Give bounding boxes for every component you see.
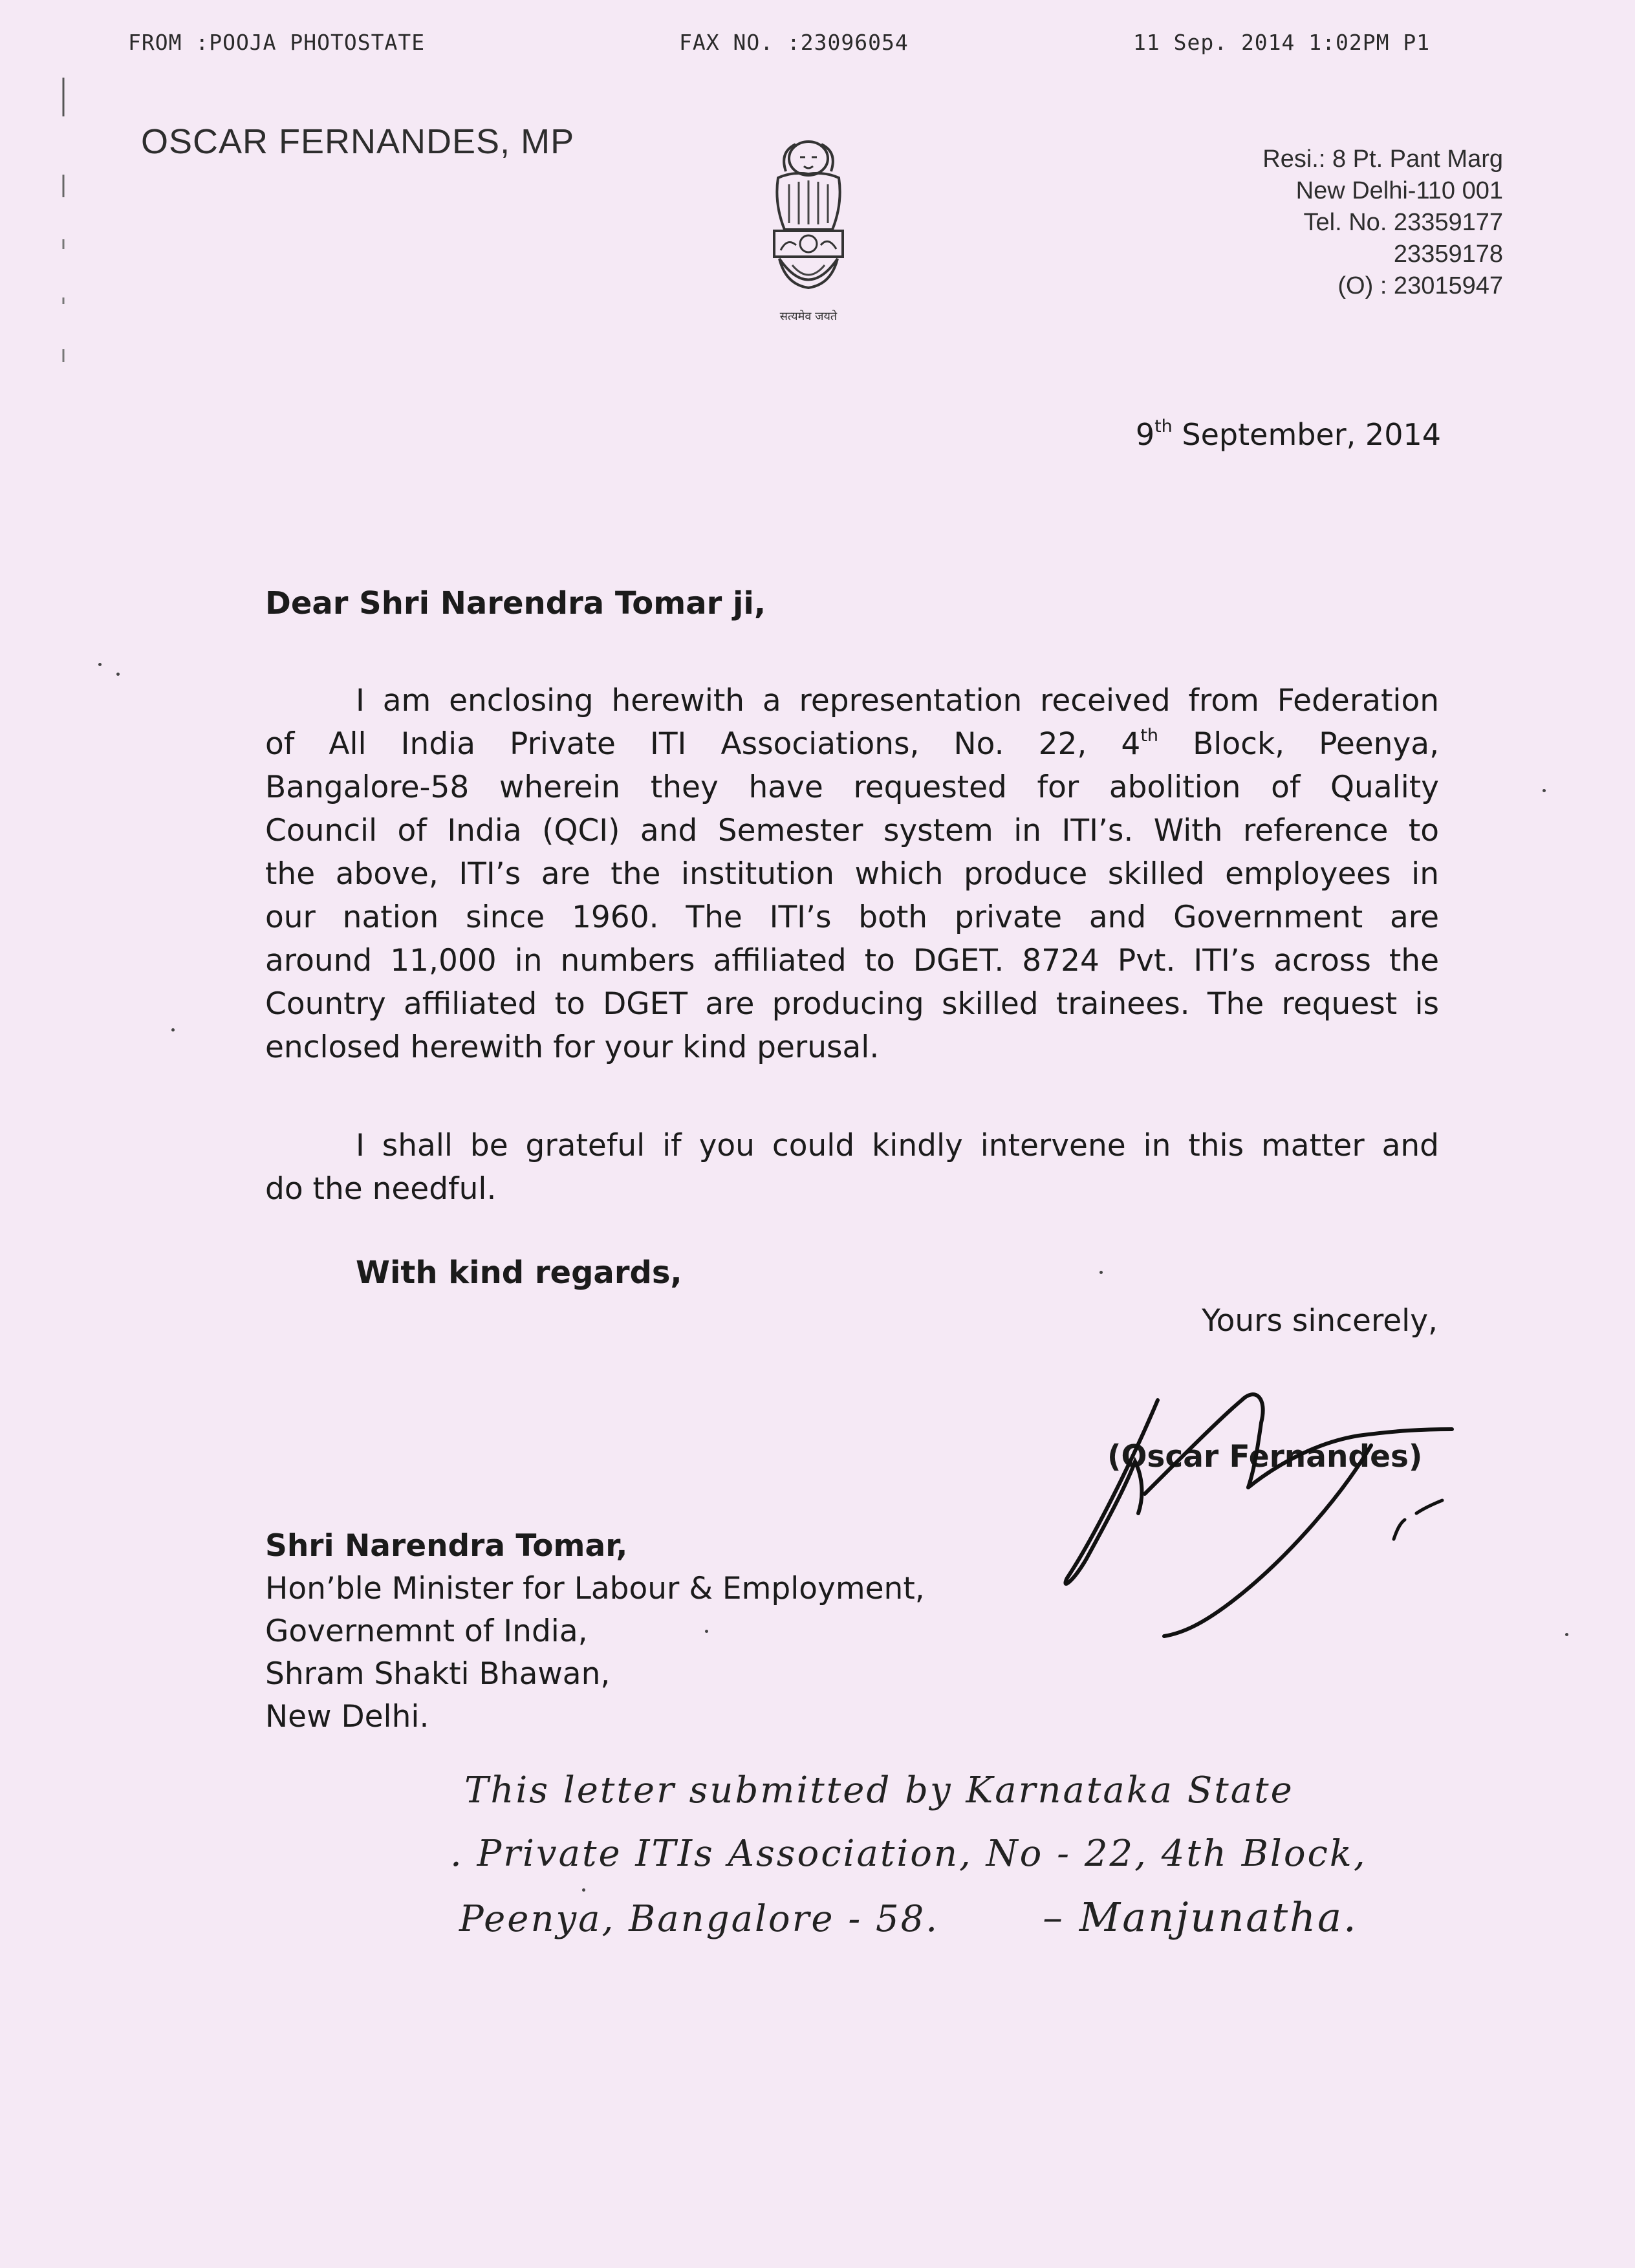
closing-regards: With kind regards, <box>356 1255 682 1291</box>
scan-speck <box>98 663 102 666</box>
handnote-line: This letter submitted by Karnataka State <box>464 1769 1294 1811</box>
recipient-line: Governemnt of India, <box>265 1614 588 1649</box>
scan-speck <box>1099 1271 1103 1274</box>
sender-name: OSCAR FERNANDES, MP <box>141 122 575 161</box>
closing-yours: Yours sincerely, <box>1202 1303 1438 1339</box>
address-line: 23359178 <box>1393 241 1503 268</box>
signatory-name: (Oscar Fernandes) <box>1107 1439 1423 1474</box>
paragraph-line: the above, ITI’s are the institution which produce skilled employees in <box>265 856 1439 892</box>
date-rest: September, 2014 <box>1172 417 1441 452</box>
handwritten-note <box>450 1759 1367 1951</box>
recipient-name: Shri Narendra Tomar, <box>265 1528 628 1564</box>
handnote-line: . Private ITIs Association, No - 22, 4th Block, <box>450 1833 1367 1875</box>
address-line: (O) : 23015947 <box>1337 272 1503 299</box>
paragraph-line: I am enclosing herewith a representation received from Federation <box>356 683 1439 718</box>
paragraph-line: Country affiliated to DGET are producing skilled trainees. The request is <box>265 986 1439 1022</box>
address-line: Tel. No. 23359177 <box>1303 209 1503 236</box>
fax-number: FAX NO. :23096054 <box>679 30 909 55</box>
scan-speck <box>1543 789 1546 792</box>
recipient-line: New Delhi. <box>265 1699 429 1734</box>
paragraph-line: of All India Private ITI Associations, No. 22, 4th Block, Peenya, <box>265 726 1440 762</box>
date-day: 9 <box>1135 417 1155 452</box>
paragraph-line: I shall be grateful if you could kindly intervene in this matter and <box>356 1128 1439 1163</box>
body-paragraph-2 <box>265 1124 1439 1211</box>
scan-speck <box>705 1630 708 1633</box>
recipient-line: Hon’ble Minister for Labour & Employment, <box>265 1571 925 1606</box>
national-emblem-icon <box>760 133 857 330</box>
address-line: New Delhi-110 001 <box>1295 177 1503 204</box>
paragraph-line: do the needful. <box>265 1171 497 1207</box>
handwritten-signature <box>1035 1384 1513 1688</box>
scan-speck <box>116 673 120 676</box>
paragraph-line: Bangalore-58 wherein they have requested for abolition of Quality <box>265 770 1439 805</box>
recipient-address <box>265 1525 925 1738</box>
scan-speck <box>1565 1633 1568 1636</box>
letter-date <box>1136 416 1441 452</box>
paragraph-line: our nation since 1960. The ITI’s both private and Government are <box>265 900 1439 935</box>
handnote-line: Peenya, Bangalore - 58. – Manjunatha. <box>459 1894 1358 1941</box>
salutation: Dear Shri Narendra Tomar ji, <box>265 585 766 621</box>
emblem-motto: सत्यमेव जयते <box>779 310 838 323</box>
paragraph-line: enclosed herewith for your kind perusal. <box>265 1030 880 1065</box>
handnote-signature: – Manjunatha. <box>1043 1894 1358 1941</box>
paragraph-line: around 11,000 in numbers affiliated to DGET. 8724 Pvt. ITI’s across the <box>265 943 1439 978</box>
address-line: Resi.: 8 Pt. Pant Marg <box>1262 146 1503 173</box>
paragraph-line: Council of India (QCI) and Semester system in ITI’s. With reference to <box>265 813 1439 848</box>
body-paragraph-1 <box>265 679 1439 1069</box>
fax-timestamp: 11 Sep. 2014 1:02PM P1 <box>1133 30 1431 55</box>
scan-edge-marks <box>61 78 67 375</box>
recipient-line: Shram Shakti Bhawan, <box>265 1656 611 1692</box>
fax-from: FROM :POOJA PHOTOSTATE <box>128 30 426 55</box>
scan-speck <box>171 1028 175 1031</box>
sender-address <box>1262 144 1503 302</box>
date-suffix: th <box>1154 416 1173 437</box>
scan-speck <box>582 1888 585 1892</box>
